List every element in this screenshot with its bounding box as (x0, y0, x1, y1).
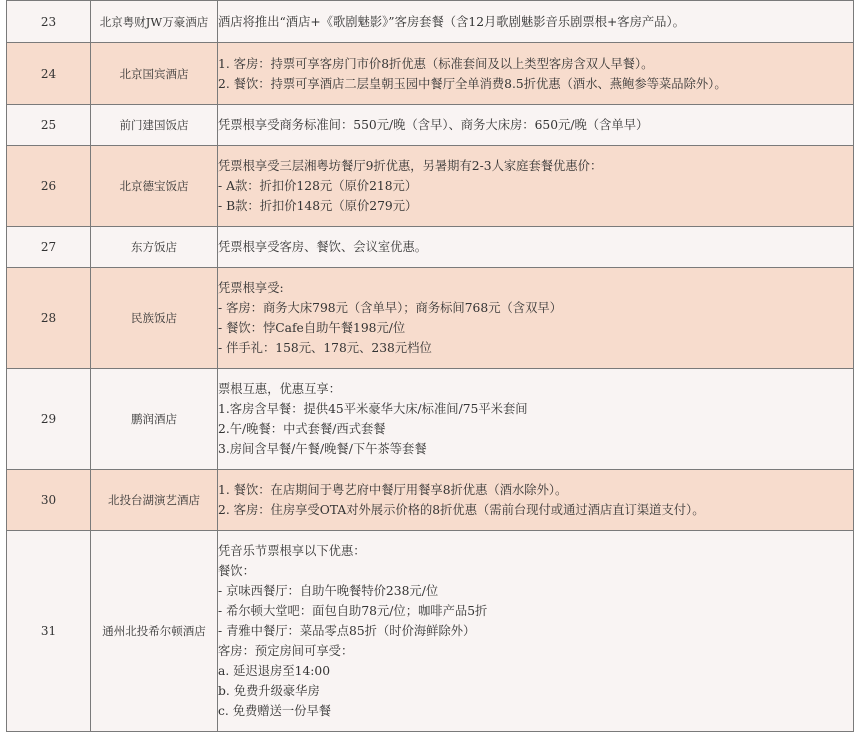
offer-line: 1.客房含早餐：提供45平米豪华大床/标准间/75平米套间 (218, 402, 528, 416)
table-row (7, 43, 854, 105)
table-row (7, 268, 854, 369)
offer-details (218, 227, 854, 268)
table-row (7, 227, 854, 268)
offer-line: 2. 餐饮：持票可享酒店二层皇朝玉园中餐厅全单消费8.5折优惠（酒水、燕鲍参等菜品除外）。 (218, 76, 727, 91)
offer-details (218, 369, 854, 470)
table-row (7, 1, 854, 43)
offer-line: 票根互惠，优惠互享： (218, 382, 341, 396)
row-number: 30 (7, 470, 91, 531)
offer-line: - 希尔顿大堂吧：面包自助78元/位；咖啡产品5折 (218, 604, 488, 618)
offer-line: - 青雅中餐厅：菜品零点85折（时价海鲜除外） (218, 624, 476, 638)
hotel-name: 东方饭店 (91, 227, 218, 268)
offer-line: - 伴手礼：158元、178元、238元档位 (218, 341, 432, 355)
hotel-name: 前门建国饭店 (91, 105, 218, 146)
offer-line: 凭音乐节票根享以下优惠： (218, 544, 366, 558)
table-row (7, 531, 854, 732)
row-number: 27 (7, 227, 91, 268)
row-number: 25 (7, 105, 91, 146)
offer-details (218, 531, 854, 732)
offer-details (218, 146, 854, 227)
offer-line: b. 免费升级豪华房 (218, 684, 320, 698)
offer-line: - 客房：商务大床798元（含单早）；商务标间768元（含双早） (218, 301, 562, 315)
offer-line: 凭票根享受商务标准间：550元/晚（含早）、商务大床房：650元/晚（含单早） (218, 118, 649, 132)
offer-line: - 京味西餐厅：自助午晚餐特价238元/位 (218, 584, 439, 598)
hotel-name: 通州北投希尔顿酒店 (91, 531, 218, 732)
offer-line: 酒店将推出“酒店+《歌剧魅影》”客房套餐（含12月歌剧魅影音乐剧票根+客房产品）。 (218, 14, 685, 29)
hotel-offers-table (6, 0, 854, 732)
offer-line: 凭票根享受客房、餐饮、会议室优惠。 (218, 240, 428, 254)
offer-details (218, 43, 854, 105)
row-number: 31 (7, 531, 91, 732)
offer-line: 2.午/晚餐：中式套餐/西式套餐 (218, 422, 386, 436)
hotel-name: 鹏润酒店 (91, 369, 218, 470)
table-row (7, 470, 854, 531)
row-number: 29 (7, 369, 91, 470)
row-number: 23 (7, 1, 91, 43)
offer-line: 2. 客房：住房享受OTA对外展示价格的8折优惠（需前台现付或通过酒店直订渠道支付）。 (218, 503, 705, 517)
offer-line: - 餐饮：悖Cafe自助午餐198元/位 (218, 321, 406, 335)
offer-line: 客房：预定房间可享受： (218, 644, 354, 658)
hotel-name: 北京国宾酒店 (91, 43, 218, 105)
offer-details (218, 268, 854, 369)
offer-line: - B款：折扣价148元（原价279元） (218, 199, 418, 213)
offer-line: 凭票根享受: (218, 281, 284, 295)
table-row (7, 146, 854, 227)
hotel-name: 北京粤财JW万豪酒店 (91, 1, 218, 43)
offer-details (218, 470, 854, 531)
offer-line: - A款：折扣价128元（原价218元） (218, 179, 418, 193)
hotel-name: 北投台湖演艺酒店 (91, 470, 218, 531)
hotel-name: 北京德宝饭店 (91, 146, 218, 227)
offer-line: 餐饮： (218, 564, 255, 578)
hotel-name: 民族饭店 (91, 268, 218, 369)
row-number: 24 (7, 43, 91, 105)
offer-line: 1. 餐饮：在店期间于粤艺府中餐厅用餐享8折优惠（酒水除外）。 (218, 483, 568, 497)
offer-details (218, 1, 854, 43)
offer-line: a. 延迟退房至14:00 (218, 664, 331, 678)
offer-line: 3.房间含早餐/午餐/晚餐/下午茶等套餐 (218, 442, 427, 456)
row-number: 26 (7, 146, 91, 227)
row-number: 28 (7, 268, 91, 369)
offer-line: 凭票根享受三层湘粤坊餐厅9折优惠，另暑期有2-3人家庭套餐优惠价： (218, 159, 603, 173)
table-row (7, 105, 854, 146)
offer-line: c. 免费赠送一份早餐 (218, 704, 332, 718)
offer-line: 1. 客房：持票可享客房门市价8折优惠（标准套间及以上类型客房含双人早餐）。 (218, 56, 654, 71)
table-row (7, 369, 854, 470)
offer-details (218, 105, 854, 146)
